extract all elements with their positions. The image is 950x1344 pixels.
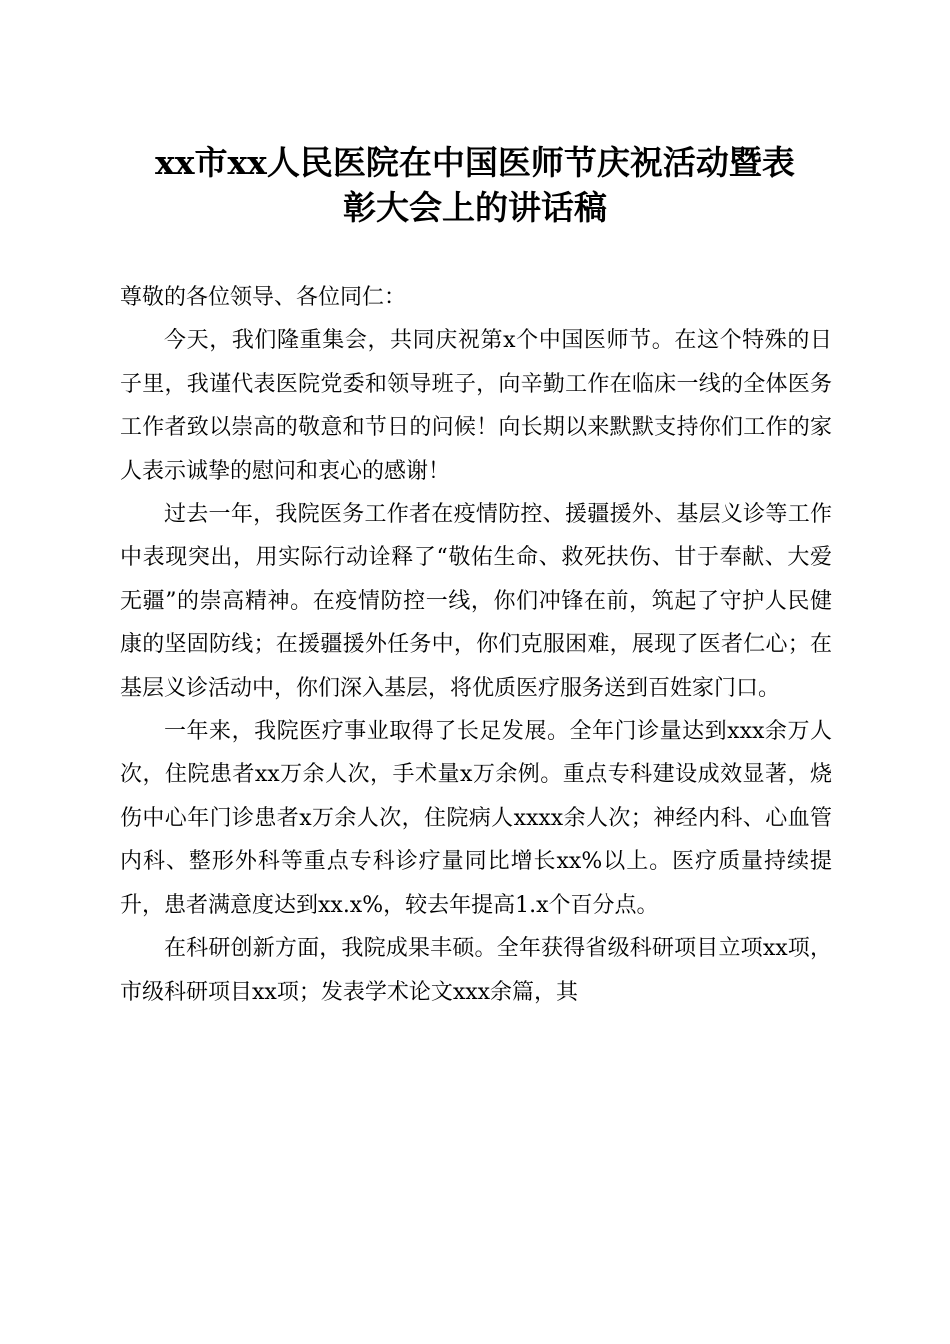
paragraph-opening: 今天，我们隆重集会，共同庆祝第x个中国医师节。在这个特殊的日子里，我谨代表医院党委和领导班子，向辛勤工作在临床一线的全体医务工作者致以崇高的敬意和节日的问候！向长期以来默默支持你们工作的家人表示诚挚的慰问和衷心的感谢！: [120, 328, 832, 484]
document-body: [120, 276, 832, 1014]
document-title-line-2: 彰大会上的讲话稿: [343, 188, 607, 227]
salutation: 尊敬的各位领导、各位同仁：: [120, 285, 407, 310]
paragraph-medical-development: 一年来，我院医疗事业取得了长足发展。全年门诊量达到xxx余万人次，住院患者xx万余人次，手术量x万余例。重点专科建设成效显著，烧伤中心年门诊患者x万余人次，住院病人xxxx余人次；神经内科、心血管内科、整形外科等重点专科诊疗量同比增长xx%以上。医疗质量持续提升，患者满意度达到xx.x%，较去年提高1.x个百分点。: [120, 719, 832, 918]
document-title-line-1: xx市xx人民医院在中国医师节庆祝活动暨表: [155, 143, 795, 182]
paragraph-research: 在科研创新方面，我院成果丰硕。全年获得省级科研项目立项xx项，市级科研项目xx项；发表学术论文xxx余篇，其: [120, 936, 832, 1005]
paragraph-achievements: 过去一年，我院医务工作者在疫情防控、援疆援外、基层义诊等工作中表现突出，用实际行动诠释了“敬佑生命、救死扶伤、甘于奉献、大爱无疆”的崇高精神。在疫情防控一线，你们冲锋在前，筑起了守护人民健康的坚固防线；在援疆援外任务中，你们克服困难，展现了医者仁心；在基层义诊活动中，你们深入基层，将优质医疗服务送到百姓家门口。: [120, 502, 832, 701]
